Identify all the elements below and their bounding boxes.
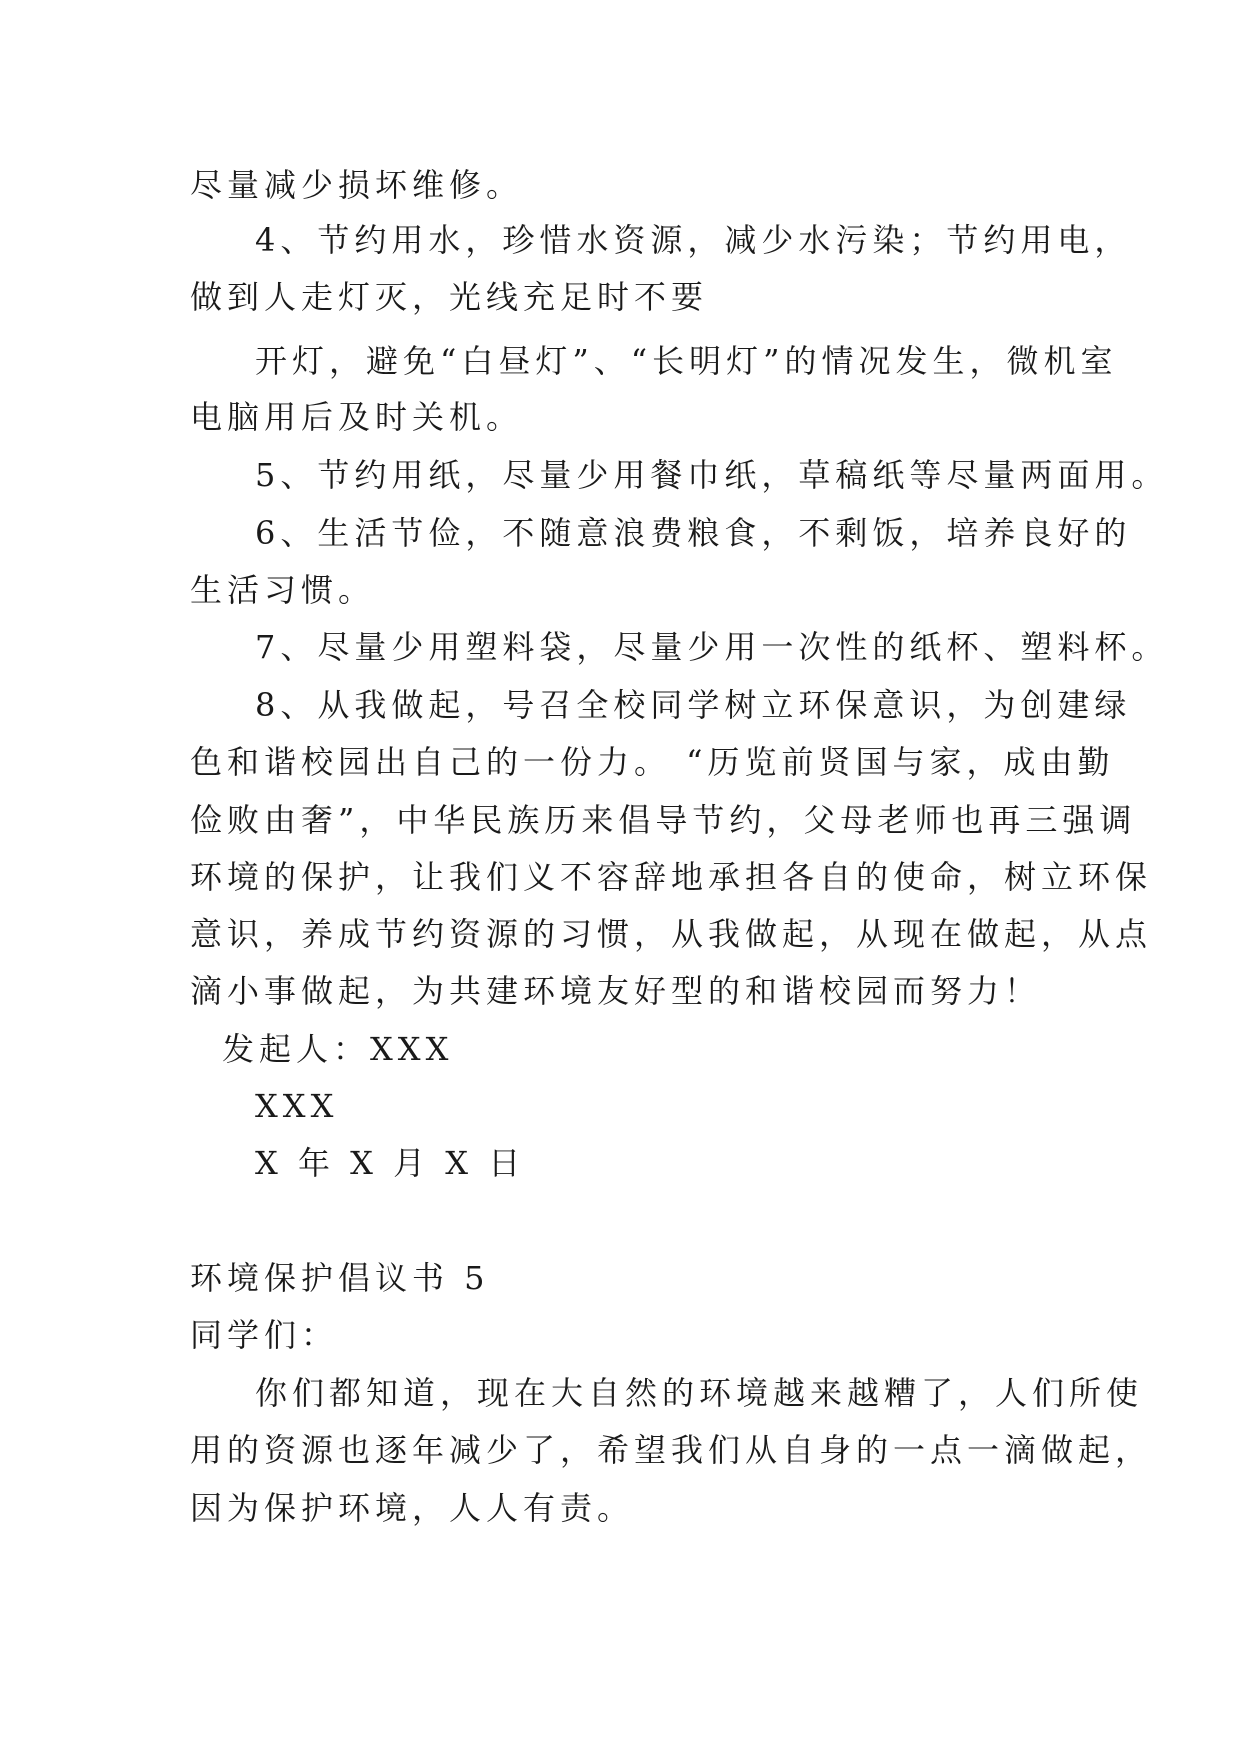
paragraph-line: 6、生活节俭，不随意浪费粮食，不剩饭，培养良好的	[255, 514, 1132, 552]
paragraph-line: 电脑用后及时关机。	[190, 398, 524, 436]
section-title: 环境保护倡议书 5	[190, 1259, 490, 1297]
salutation: 同学们：	[190, 1316, 339, 1354]
paragraph-line: 滴小事做起，为共建环境友好型的和谐校园而努力！	[190, 972, 1042, 1010]
signature-date: X 年 X 月 X 日	[255, 1144, 526, 1182]
paragraph-line: 俭败由奢”，中华民族历来倡导节约，父母老师也再三强调	[190, 801, 1137, 839]
signature-name: XXX	[255, 1087, 339, 1125]
paragraph-line: 5、节约用纸，尽量少用餐巾纸，草稿纸等尽量两面用。	[255, 456, 1169, 494]
paragraph-line: 因为保护环境，人人有责。	[190, 1489, 635, 1527]
paragraph-line: 生活习惯。	[190, 571, 376, 609]
paragraph-line: 开灯，避免“白昼灯”、“长明灯”的情况发生，微机室	[255, 342, 1118, 380]
paragraph-line: 你们都知道，现在大自然的环境越来越糟了，人们所使	[255, 1374, 1144, 1412]
paragraph-line: 8、从我做起，号召全校同学树立环保意识，为创建绿	[255, 686, 1132, 724]
paragraph-line: 7、尽量少用塑料袋，尽量少用一次性的纸杯、塑料杯。	[255, 628, 1169, 666]
paragraph-line: 用的资源也逐年减少了，希望我们从自身的一点一滴做起，	[190, 1431, 1153, 1469]
paragraph-line: 做到人走灯灭，光线充足时不要	[190, 278, 709, 316]
signature-initiator: 发起人：XXX	[222, 1030, 454, 1068]
paragraph-line: 色和谐校园出自己的一份力。 “历览前贤国与家，成由勤	[190, 743, 1115, 781]
paragraph-line: 意识，养成节约资源的习惯，从我做起，从现在做起，从点	[190, 915, 1153, 953]
paragraph-line: 4、节约用水，珍惜水资源，减少水污染；节约用电，	[255, 221, 1132, 259]
paragraph-line: 环境的保护，让我们义不容辞地承担各自的使命，树立环保	[190, 858, 1153, 896]
paragraph-line: 尽量减少损坏维修。	[190, 166, 524, 204]
